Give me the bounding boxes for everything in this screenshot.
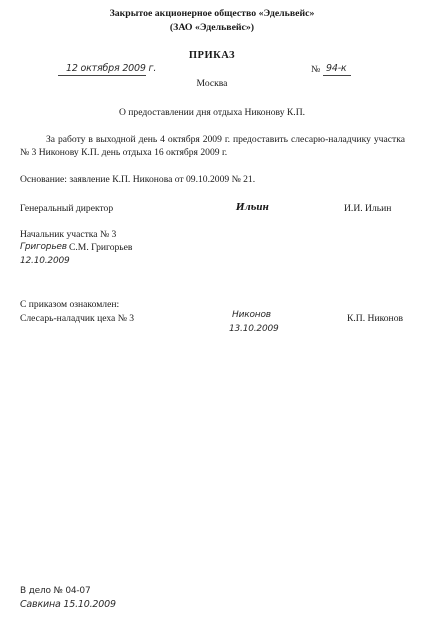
- section-head-name: С.М. Григорьев: [69, 242, 133, 253]
- company-name: Закрытое акционерное общество «Эдельвейс»: [109, 8, 315, 19]
- acknowledgement-date: 13.10.2009: [229, 324, 279, 334]
- acknowledgement-heading: С приказом ознакомлен:: [20, 299, 120, 310]
- date-underline: [58, 75, 146, 76]
- employee-signature: Никонов: [232, 310, 271, 320]
- director-name: И.И. Ильин: [344, 203, 392, 214]
- order-body-paragraph: За работу в выходной день 4 октября 2009 г. предоставить слесарю-наладчику участка № 3 Никонову К.П. день отдыха 16 октября 2009 г.: [20, 134, 405, 158]
- section-head-signature: Григорьев: [20, 242, 67, 252]
- company-short-name: (ЗАО «Эдельвейс»): [169, 22, 255, 33]
- order-basis: Основание: заявление К.П. Никонова от 09.10.2009 № 21.: [20, 174, 256, 185]
- number-underline: [323, 75, 351, 76]
- document-title: ПРИКАЗ: [188, 50, 236, 61]
- filing-signature-date: Савкина 15.10.2009: [20, 599, 116, 610]
- employee-name: К.П. Никонов: [347, 313, 404, 324]
- employee-position: Слесарь-наладчик цеха № 3: [20, 313, 135, 324]
- section-head-title: Начальник участка № 3: [20, 229, 117, 240]
- order-subject: О предоставлении дня отдыха Никонову К.П.: [118, 107, 306, 118]
- director-signature: Ильин: [236, 203, 269, 213]
- order-date: 12 октября 2009 г.: [66, 63, 157, 74]
- filing-note: В дело № 04-07: [20, 586, 91, 596]
- order-number-label: №: [311, 64, 321, 75]
- city: Москва: [196, 78, 228, 89]
- section-head-date: 12.10.2009: [20, 256, 70, 266]
- director-title: Генеральный директор: [20, 203, 114, 214]
- order-number: 94-к: [326, 63, 347, 74]
